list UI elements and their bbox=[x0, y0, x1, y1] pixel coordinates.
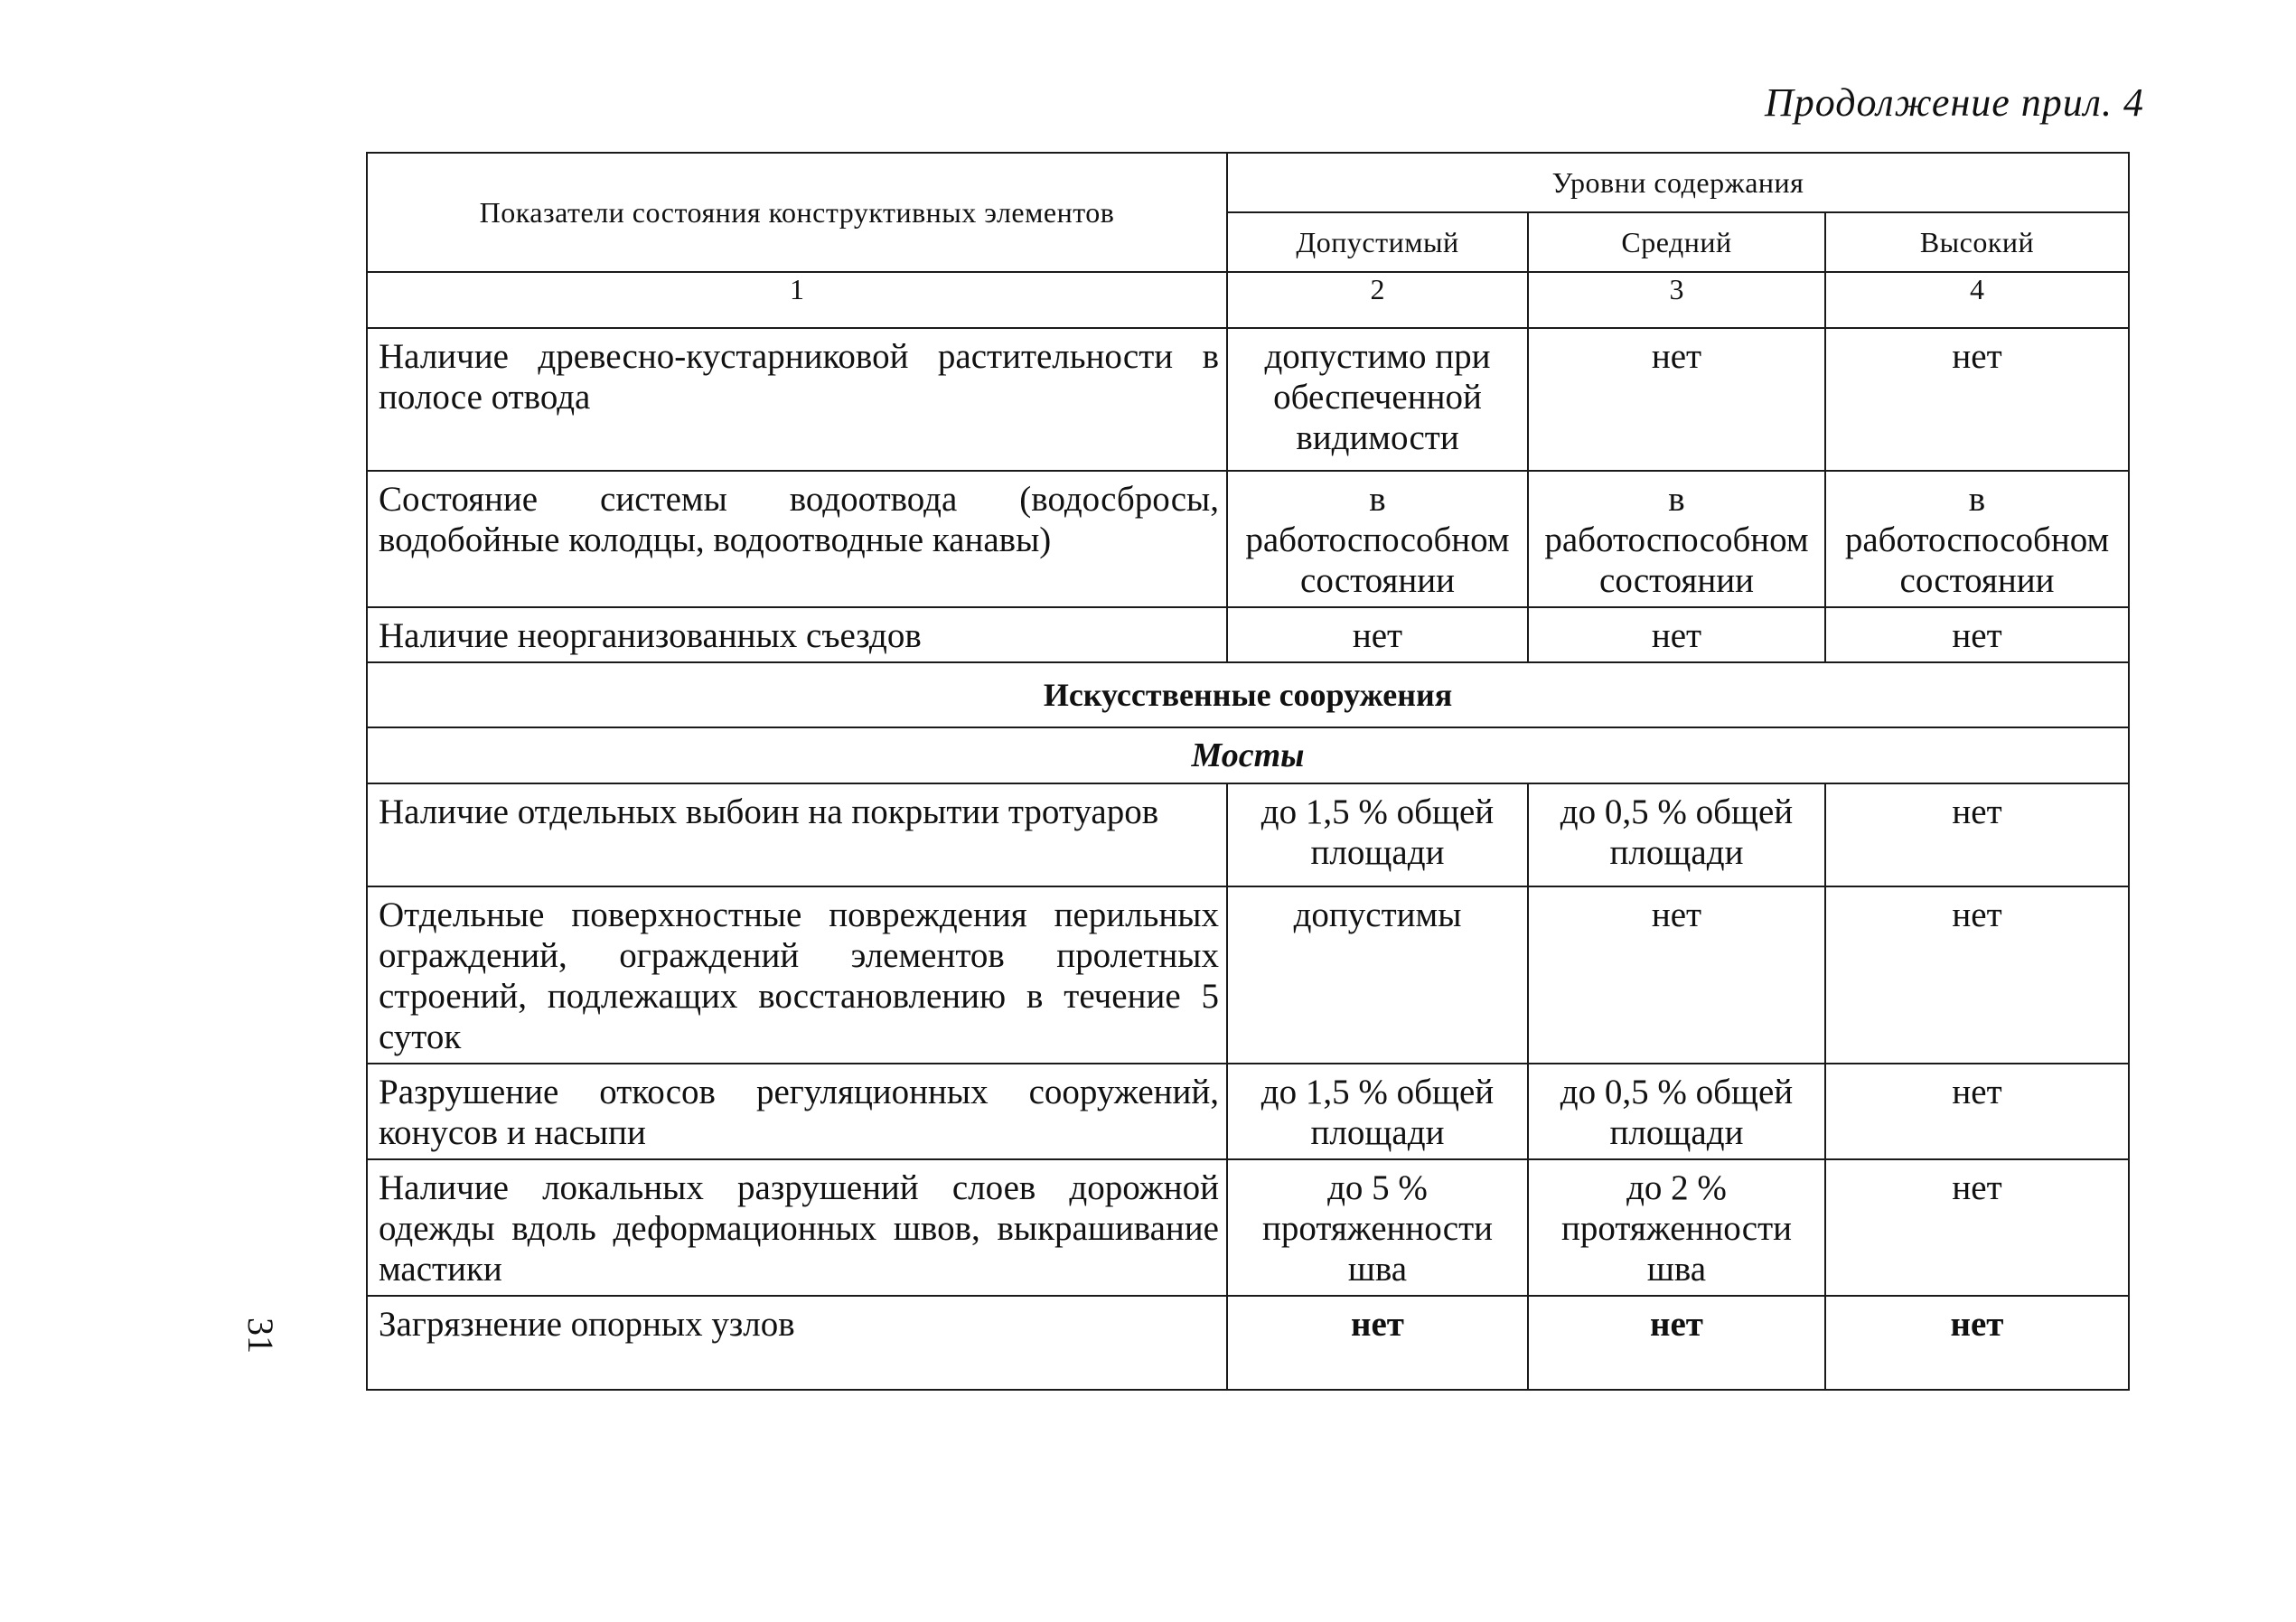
column-number: 1 bbox=[367, 272, 1227, 328]
row-value-medium: нет bbox=[1528, 328, 1825, 471]
row-value-permissible: в работоспособном состоянии bbox=[1227, 471, 1528, 607]
row-description: Состояние системы водоотвода (водосбросы, водобойные колодцы, водоотводные канавы) bbox=[367, 471, 1227, 607]
header-level-medium: Средний bbox=[1528, 212, 1825, 272]
row-description: Загрязнение опорных узлов bbox=[367, 1296, 1227, 1390]
row-value-permissible: нет bbox=[1227, 607, 1528, 662]
row-value-high: нет bbox=[1825, 1296, 2129, 1390]
row-value-permissible: допустимо при обеспеченной видимости bbox=[1227, 328, 1528, 471]
page-number: 31 bbox=[240, 1317, 281, 1354]
row-value-medium: до 2 % протяженности шва bbox=[1528, 1159, 1825, 1296]
table-row bbox=[367, 607, 2129, 662]
row-value-permissible: до 1,5 % общей площади bbox=[1227, 783, 1528, 886]
column-number: 4 bbox=[1825, 272, 2129, 328]
row-value-high: нет bbox=[1825, 1064, 2129, 1159]
row-description: Отдельные поверхностные повреждения перильных ограждений, ограждений элементов пролетных строений, подлежащих восстановлению в течение 5 суток bbox=[367, 886, 1227, 1064]
section-title: Искусственные сооружения bbox=[367, 662, 2129, 727]
row-description: Наличие локальных разрушений слоев дорожной одежды вдоль деформационных швов, выкрашивание мастики bbox=[367, 1159, 1227, 1296]
row-description: Наличие древесно-кустарниковой растительности в полосе отвода bbox=[367, 328, 1227, 471]
table-row bbox=[367, 1296, 2129, 1390]
subsection-title: Мосты bbox=[367, 727, 2129, 783]
row-value-permissible: нет bbox=[1227, 1296, 1528, 1390]
table-row bbox=[367, 471, 2129, 607]
row-value-high: нет bbox=[1825, 328, 2129, 471]
row-value-high: нет bbox=[1825, 783, 2129, 886]
row-value-permissible: до 5 % протяженности шва bbox=[1227, 1159, 1528, 1296]
column-number: 3 bbox=[1528, 272, 1825, 328]
row-value-permissible: допустимы bbox=[1227, 886, 1528, 1064]
table-row bbox=[367, 886, 2129, 1064]
row-value-medium: нет bbox=[1528, 1296, 1825, 1390]
row-value-medium: нет bbox=[1528, 886, 1825, 1064]
row-value-high: нет bbox=[1825, 886, 2129, 1064]
table-row bbox=[367, 783, 2129, 886]
row-value-high: в работоспособном состоянии bbox=[1825, 471, 2129, 607]
table-row bbox=[367, 328, 2129, 471]
column-number-row bbox=[367, 272, 2129, 328]
row-description: Наличие неорганизованных съездов bbox=[367, 607, 1227, 662]
column-number: 2 bbox=[1227, 272, 1528, 328]
header-indicators: Показатели состояния конструктивных элементов bbox=[367, 153, 1227, 272]
section-row bbox=[367, 662, 2129, 727]
header-level-permissible: Допустимый bbox=[1227, 212, 1528, 272]
row-value-medium: в работоспособном состоянии bbox=[1528, 471, 1825, 607]
row-description: Наличие отдельных выбоин на покрытии тротуаров bbox=[367, 783, 1227, 886]
header-level-high: Высокий bbox=[1825, 212, 2129, 272]
row-value-medium: до 0,5 % общей площади bbox=[1528, 1064, 1825, 1159]
conditions-table bbox=[366, 152, 2130, 1391]
table-row bbox=[367, 1064, 2129, 1159]
header-levels: Уровни содержания bbox=[1227, 153, 2129, 212]
row-description: Разрушение откосов регуляционных сооружений, конусов и насыпи bbox=[367, 1064, 1227, 1159]
row-value-medium: до 0,5 % общей площади bbox=[1528, 783, 1825, 886]
row-value-permissible: до 1,5 % общей площади bbox=[1227, 1064, 1528, 1159]
row-value-high: нет bbox=[1825, 1159, 2129, 1296]
row-value-high: нет bbox=[1825, 607, 2129, 662]
subsection-row bbox=[367, 727, 2129, 783]
page-caption: Продолжение прил. 4 bbox=[1765, 80, 2144, 125]
row-value-medium: нет bbox=[1528, 607, 1825, 662]
table-row bbox=[367, 1159, 2129, 1296]
